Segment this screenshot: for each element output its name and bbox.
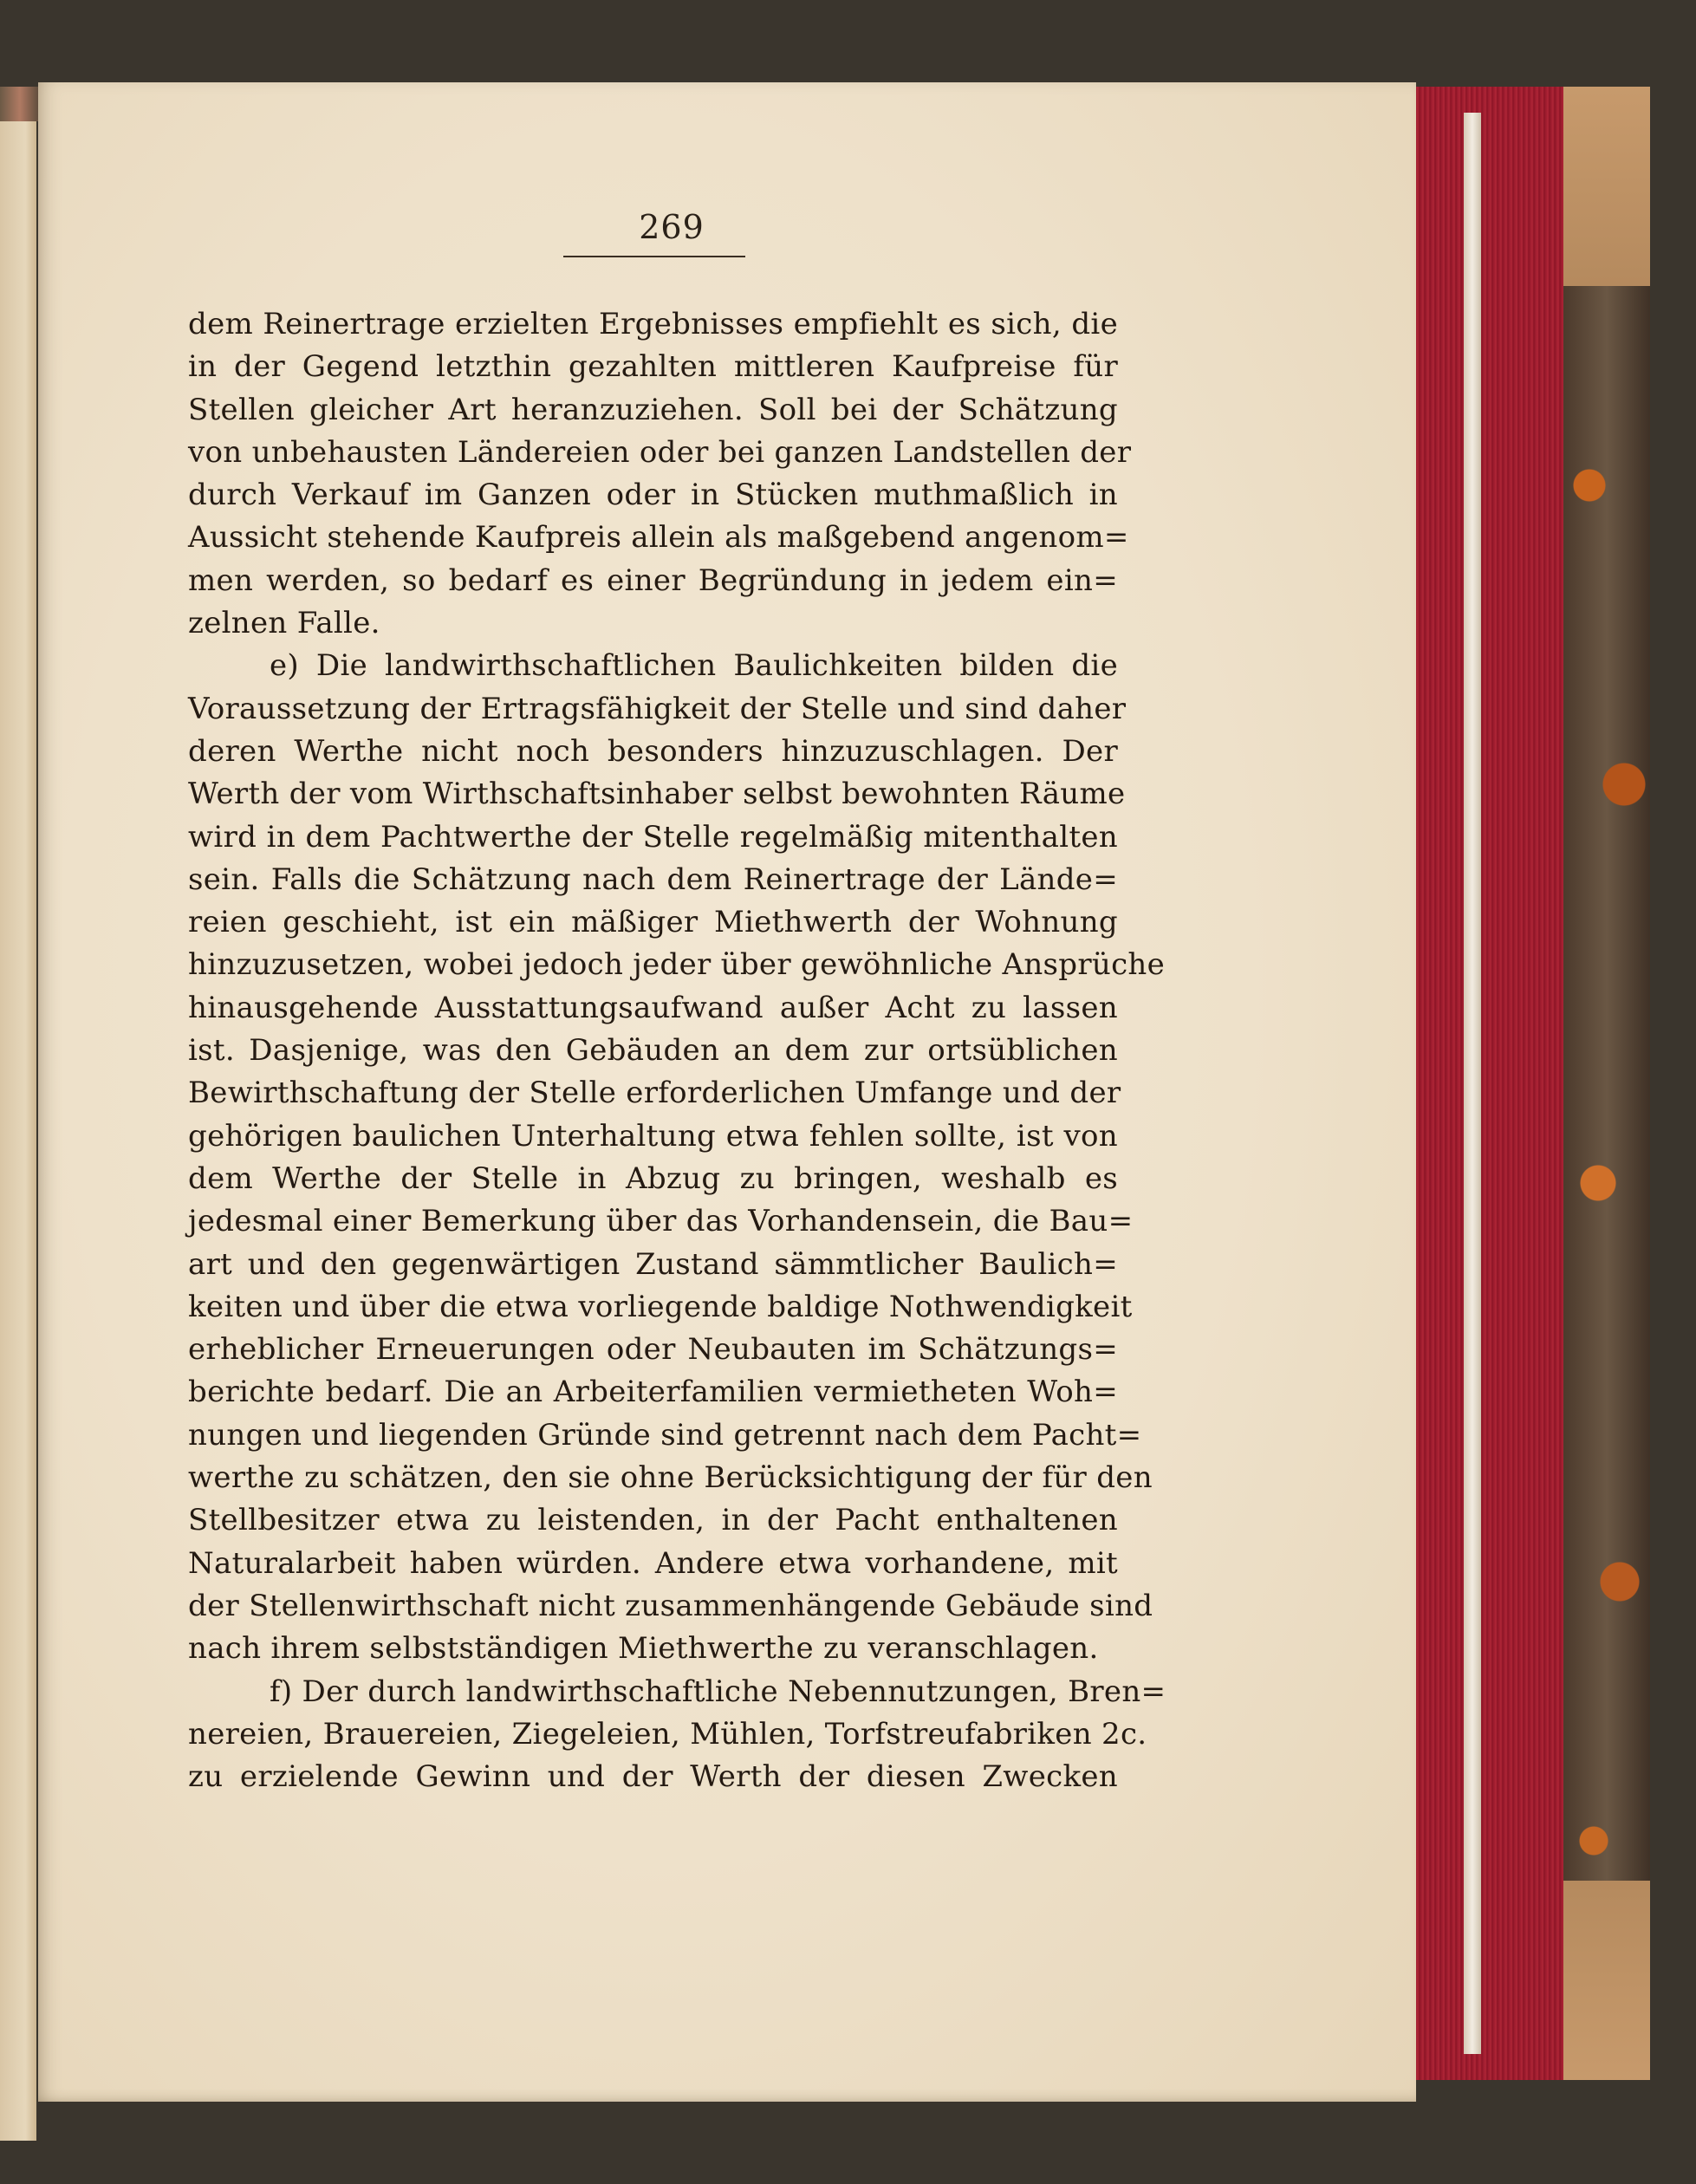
text-line: von unbehausten Ländereien oder bei ganzen Landstellen der — [188, 434, 1132, 470]
text-line: e) Die landwirthschaftlichen Baulichkeiten bilden die — [270, 648, 1118, 684]
text-line: deren Werthe nicht noch besonders hinzuzuschlagen. Der — [188, 733, 1118, 769]
header-rule — [563, 256, 745, 257]
text-line: sein. Falls die Schätzung nach dem Reinertrage der Lände= — [188, 861, 1118, 897]
text-line: Aussicht stehende Kaufpreis allein als maßgebend angenom= — [188, 520, 1129, 556]
text-line: f) Der durch landwirthschaftliche Nebennutzungen, Bren= — [270, 1674, 1166, 1709]
text-line: Werth der vom Wirthschaftsinhaber selbst bewohnten Räume — [188, 777, 1126, 812]
text-line: jedesmal einer Bemerkung über das Vorhandensein, die Bau= — [188, 1204, 1134, 1239]
text-line: Naturalarbeit haben würden. Andere etwa vorhandene, mit — [188, 1545, 1118, 1581]
page-block-lip — [1464, 113, 1481, 2054]
text-line: Bewirthschaftung der Stelle erforderlichen Umfange und der — [188, 1076, 1121, 1111]
page-number: 269 — [639, 208, 705, 246]
text-line: hinzuzusetzen, wobei jedoch jeder über gewöhnliche Ansprüche — [188, 947, 1166, 983]
marbled-cover — [1563, 87, 1650, 2080]
previous-page-edge — [0, 87, 40, 121]
text-line: men werden, so bedarf es einer Begründung in jedem ein= — [188, 562, 1118, 598]
text-line: nungen und liegenden Gründe sind getrennt nach dem Pacht= — [188, 1417, 1142, 1453]
text-line: in der Gegend letzthin gezahlten mittleren Kaufpreise für — [188, 349, 1118, 385]
body-text — [188, 303, 1166, 1798]
text-line: nereien, Brauereien, Ziegeleien, Mühlen, Torfstreufabriken 2c. — [188, 1716, 1147, 1752]
text-line: Voraussetzung der Ertragsfähigkeit der Stelle und sind daher — [188, 691, 1127, 726]
text-line: zu erzielende Gewinn und der Werth der diesen Zwecken — [188, 1759, 1118, 1795]
text-line: wird in dem Pachtwerthe der Stelle regelmäßig mitenthalten — [188, 819, 1118, 855]
text-line: reien geschieht, ist ein mäßiger Miethwerth der Wohnung — [188, 905, 1118, 940]
previous-page — [0, 121, 36, 2141]
page-block-edge — [1416, 87, 1563, 2080]
text-line: der Stellenwirthschaft nicht zusammenhängende Gebäude sind — [188, 1588, 1153, 1623]
text-line: dem Reinertrage erzielten Ergebnisses empfiehlt es sich, die — [188, 307, 1118, 341]
leather-corner-top — [1563, 87, 1650, 286]
text-line: ist. Dasjenige, was den Gebäuden an dem zur ortsüblichen — [188, 1033, 1118, 1069]
text-line: keiten und über die etwa vorliegende baldige Nothwendigkeit — [188, 1289, 1133, 1324]
text-line: dem Werthe der Stelle in Abzug zu bringen, weshalb es — [188, 1160, 1118, 1196]
text-line: durch Verkauf im Ganzen oder in Stücken muthmaßlich in — [188, 478, 1118, 513]
text-line: art und den gegenwärtigen Zustand sämmtlicher Baulich= — [188, 1246, 1118, 1282]
text-line: zelnen Falle. — [188, 606, 380, 641]
text-line: Stellbesitzer etwa zu leistenden, in der Pacht enthaltenen — [188, 1503, 1118, 1538]
text-line: gehörigen baulichen Unterhaltung etwa fehlen sollte, ist von — [188, 1118, 1118, 1154]
text-line: hinausgehende Ausstattungsaufwand außer Acht zu lassen — [188, 990, 1118, 1025]
leather-corner-bottom — [1563, 1881, 1650, 2080]
text-line: berichte bedarf. Die an Arbeiterfamilien vermietheten Woh= — [188, 1375, 1118, 1410]
text-line: nach ihrem selbstständigen Miethwerthe zu veranschlagen. — [188, 1631, 1099, 1667]
text-line: erheblicher Erneuerungen oder Neubauten im Schätzungs= — [188, 1332, 1118, 1368]
text-line: Stellen gleicher Art heranzuziehen. Soll bei der Schätzung — [188, 392, 1118, 427]
text-line: werthe zu schätzen, den sie ohne Berücksichtigung der für den — [188, 1460, 1153, 1496]
